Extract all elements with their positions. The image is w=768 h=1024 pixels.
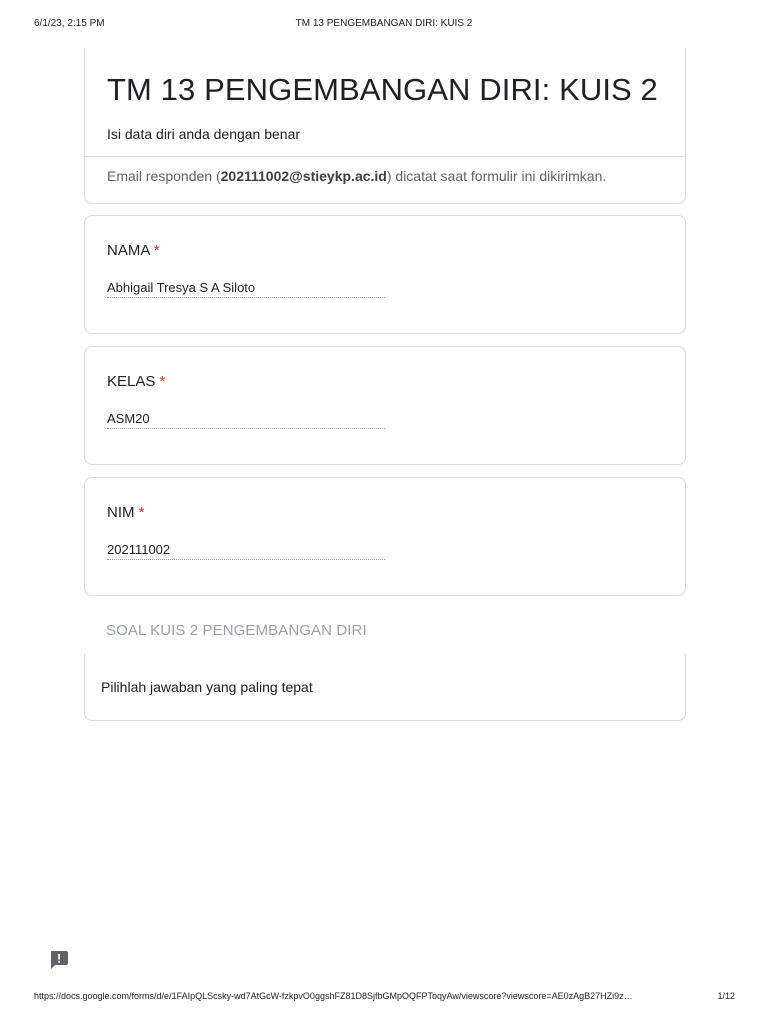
header-divider <box>85 156 685 157</box>
answer-text: 202111002 <box>107 542 171 557</box>
question-title: KELAS <box>107 373 156 390</box>
page-number: 1/12 <box>717 991 735 1001</box>
section-description: Pilihlah jawaban yang paling tepat <box>101 679 313 695</box>
form-description: Isi data diri anda dengan benar <box>107 126 301 142</box>
question-card-nama <box>84 215 686 334</box>
print-header <box>0 18 768 32</box>
required-asterisk: * <box>159 373 166 390</box>
print-url: https://docs.google.com/forms/d/e/1FAIpQLScsky-wd7AtGcW-fzkpvO0ggshFZ81D8SjfbGMpOQFPToqyAw/viewscore?viewscore=AE0zAgB27HZi9z… <box>34 991 633 1001</box>
answer-underline <box>107 428 385 429</box>
section-title: SOAL KUIS 2 PENGEMBANGAN DIRI <box>106 622 367 639</box>
form-header-card <box>84 48 686 204</box>
answer-underline <box>107 559 385 560</box>
email-note-prefix: Email responden ( <box>107 168 221 184</box>
question-title: NIM <box>107 504 135 521</box>
question-title: NAMA <box>107 242 150 259</box>
email-note-suffix: ) dicatat saat formulir ini dikirimkan. <box>386 168 607 184</box>
question-label <box>107 242 160 259</box>
answer-text: Abhigail Tresya S A Siloto <box>107 280 256 295</box>
required-asterisk: * <box>153 242 160 259</box>
section-description-card <box>84 654 686 721</box>
respondent-email-note <box>107 168 606 184</box>
respondent-email: 202111002@stieykp.ac.id <box>220 168 387 184</box>
required-asterisk: * <box>138 504 145 521</box>
answer-text: ASM20 <box>107 411 150 426</box>
form-title: TM 13 PENGEMBANGAN DIRI: KUIS 2 <box>107 72 658 107</box>
report-feedback-icon[interactable] <box>48 949 69 971</box>
print-page-title: TM 13 PENGEMBANGAN DIRI: KUIS 2 <box>295 18 473 29</box>
question-label <box>107 504 145 521</box>
print-datetime: 6/1/23, 2:15 PM <box>34 18 105 29</box>
feedback-icon-graphic <box>48 949 69 971</box>
question-card-nim <box>84 477 686 596</box>
print-footer <box>0 991 768 1005</box>
question-card-kelas <box>84 346 686 465</box>
question-label <box>107 373 165 390</box>
answer-underline <box>107 297 385 298</box>
